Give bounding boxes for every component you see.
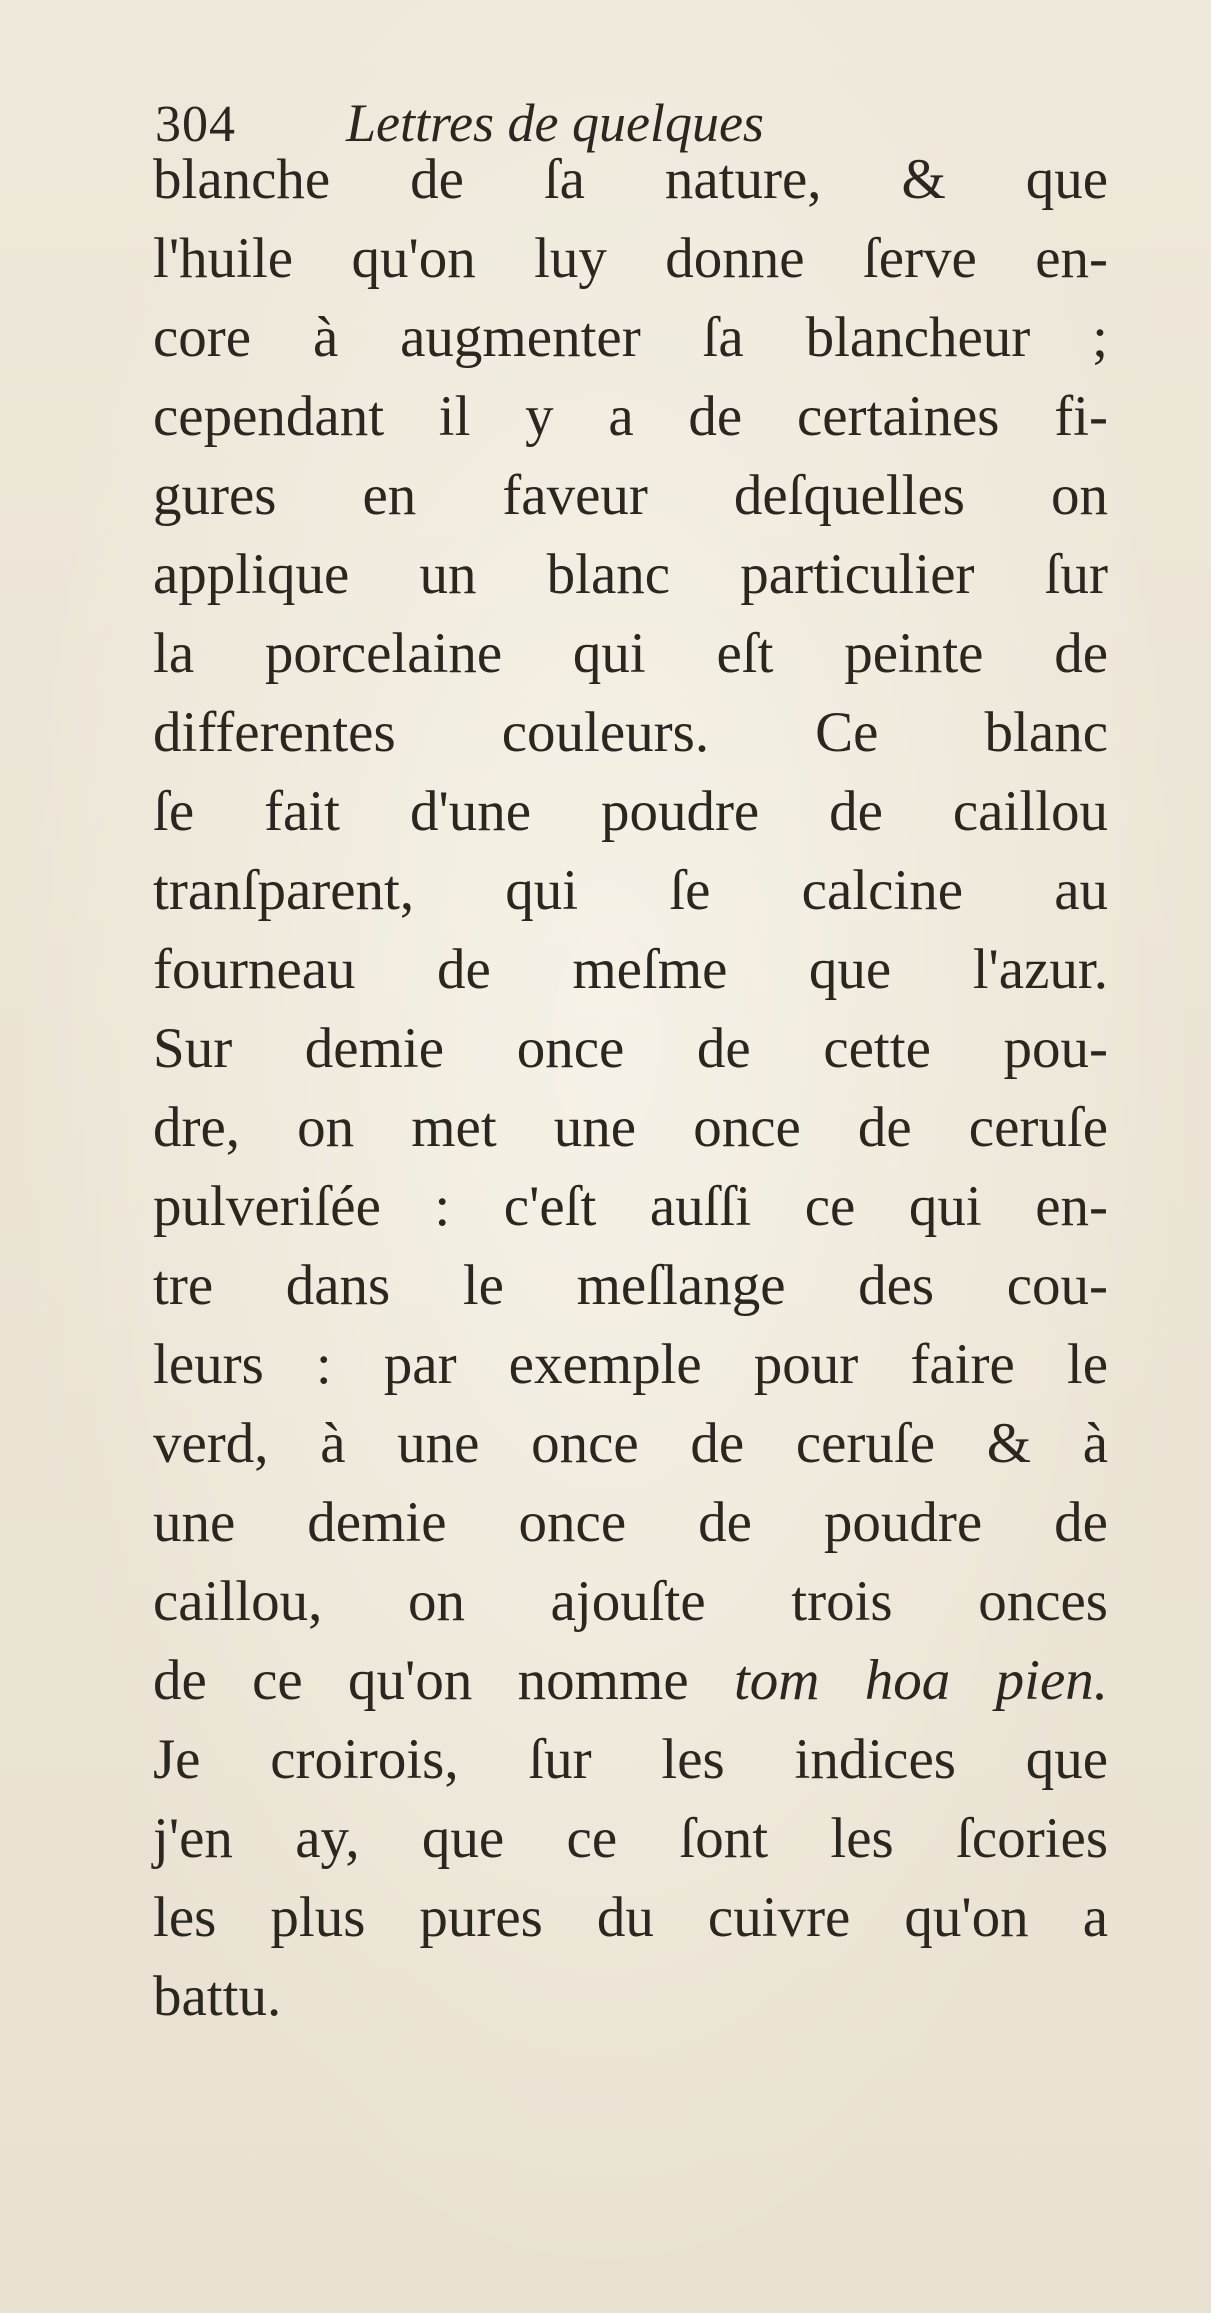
text-line: tranſparent, qui ſe calcine au	[153, 859, 1108, 922]
text-line: differentes couleurs. Ce blanc	[153, 701, 1108, 764]
text-line: les plus pures du cuivre qu'on a	[153, 1886, 1108, 1949]
text-line: dre, on met une once de ceruſe	[153, 1096, 1108, 1159]
text-line: caillou, on ajouſte trois onces	[153, 1570, 1108, 1633]
text-line: la porcelaine qui eſt peinte de	[153, 622, 1108, 685]
body-text	[153, 140, 1108, 2036]
text-line: leurs : par exemple pour faire le	[153, 1333, 1108, 1396]
running-title: Lettres de quelques	[346, 93, 764, 153]
text-line: j'en ay, que ce ſont les ſcories	[153, 1807, 1108, 1870]
text-line: une demie once de poudre de	[153, 1491, 1108, 1554]
text-line: core à augmenter ſa blancheur ;	[153, 306, 1108, 369]
text-line: applique un blanc particulier ſur	[153, 543, 1108, 606]
text-line: ſe fait d'une poudre de caillou	[153, 780, 1108, 843]
text-line-last: battu.	[153, 1965, 282, 2028]
text-line: pulveriſée : c'eſt auſſi ce qui en-	[153, 1175, 1108, 1238]
text-line: tre dans le meſlange des cou-	[153, 1254, 1108, 1317]
text-line: fourneau de meſme que l'azur.	[153, 938, 1108, 1001]
text-line: cependant il y a de certaines fi-	[153, 385, 1108, 448]
text-line: gures en faveur deſquelles on	[153, 464, 1108, 527]
text-line: l'huile qu'on luy donne ſerve en-	[153, 227, 1108, 290]
text-line: Je croirois, ſur les indices que	[153, 1728, 1108, 1791]
page-number: 304	[155, 96, 236, 153]
text-line: Sur demie once de cette pou-	[153, 1017, 1108, 1080]
text-line: blanche de ſa nature, & que	[153, 148, 1108, 211]
italic-term: tom hoa pien.	[733, 1649, 1108, 1712]
text-line-with-italic-term	[153, 1641, 1108, 1720]
text-line-roman-part: de ce qu'on nomme	[153, 1649, 734, 1712]
text-line: verd, à une once de ceruſe & à	[153, 1412, 1108, 1475]
